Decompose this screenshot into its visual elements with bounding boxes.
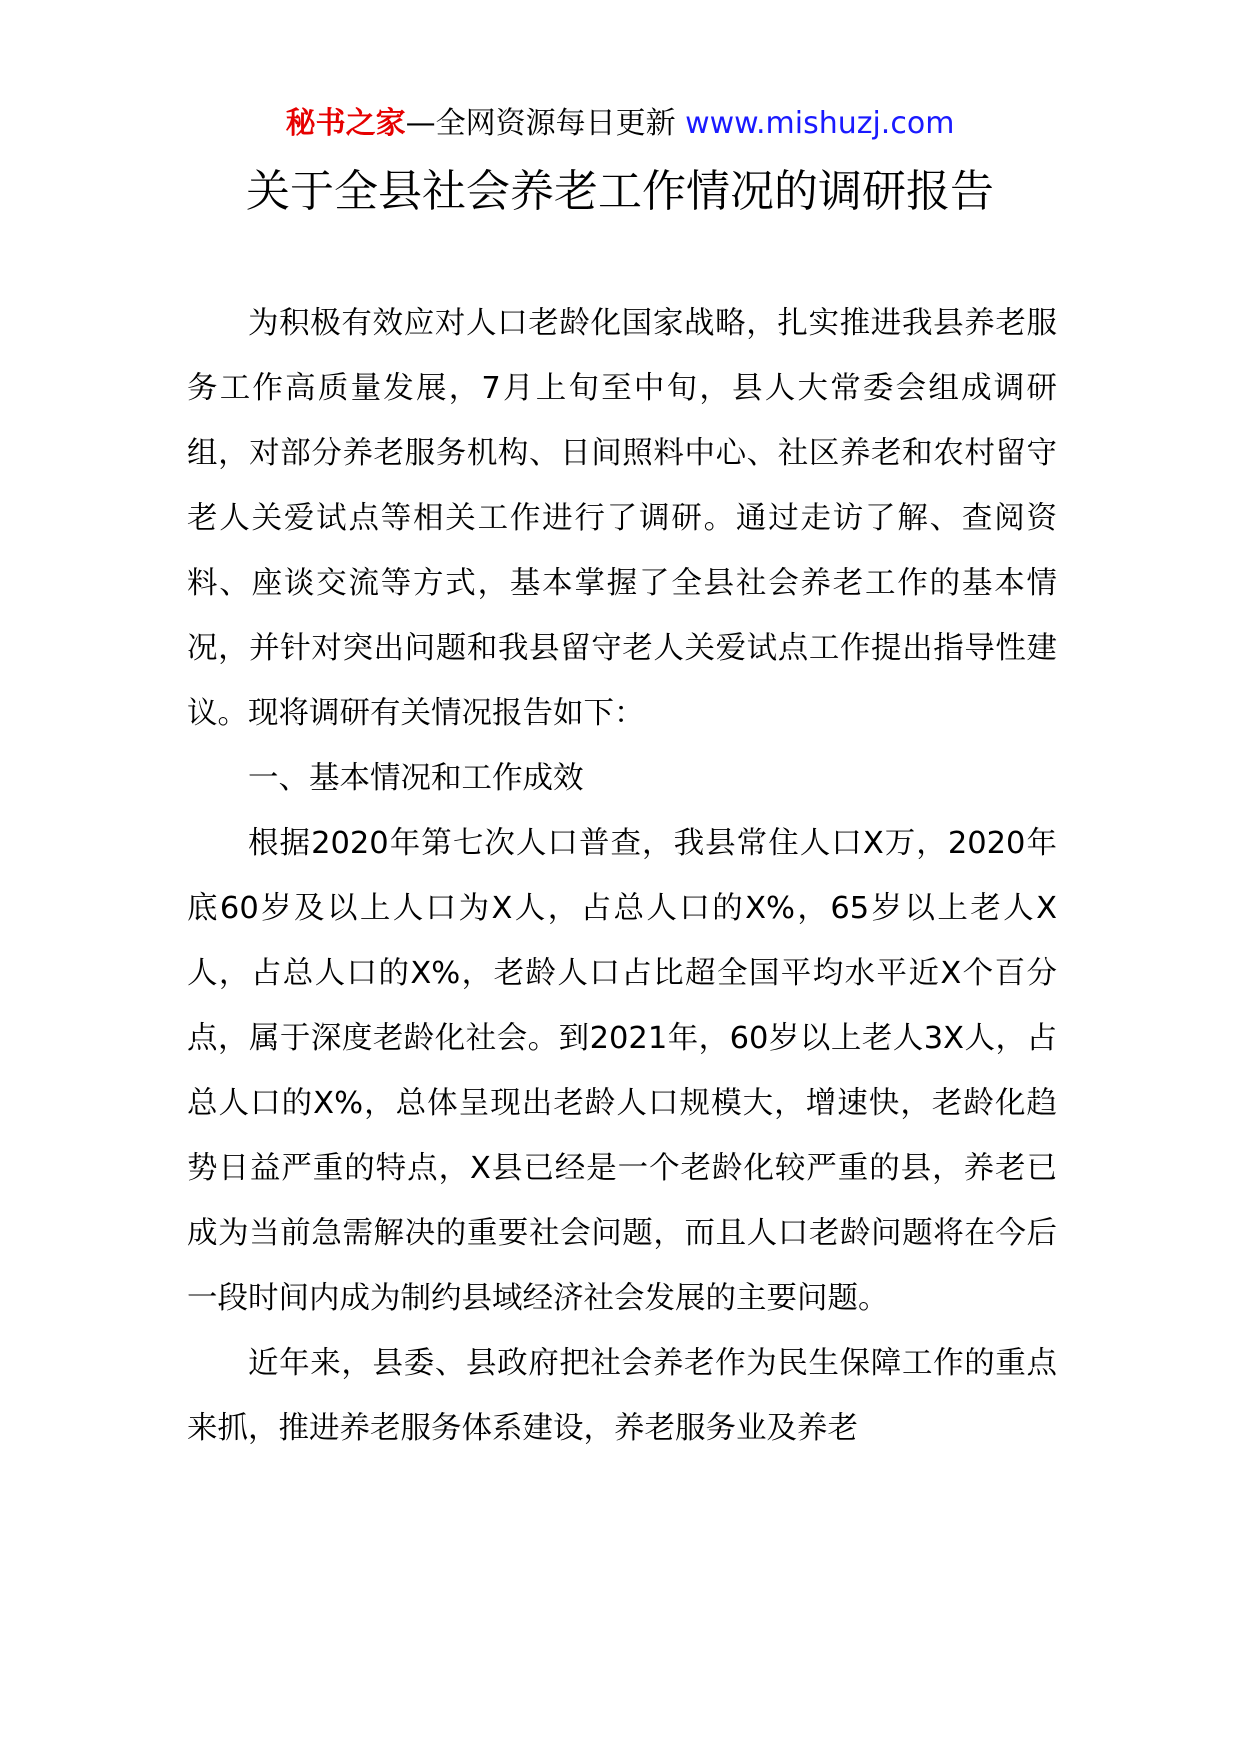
paragraph-intro: 为积极有效应对人口老龄化国家战略，扎实推进我县养老服务工作高质量发展，7月上旬至中旬，县人大常委会组成调研组，对部分养老服务机构、日间照料中心、社区养老和农村留守老人关爱试点等相关工作进行了调研。通过走访了解、查阅资料、座谈交流等方式，基本掌握了全县社会养老工作的基本情况，并针对突出问题和我县留守老人关爱试点工作提出指导性建议。现将调研有关情况报告如下：: [187, 306, 1057, 731]
site-brand: 秘书之家: [285, 106, 406, 141]
site-url-link[interactable]: www.mishuzj.com: [675, 106, 955, 141]
paragraph-recent-years: 近年来，县委、县政府把社会养老作为民生保障工作的重点来抓，推进养老服务体系建设，养老服务业及养老: [187, 1346, 1057, 1446]
document-body: [187, 291, 1057, 1461]
paragraph-population: 根据2020年第七次人口普查，我县常住人口X万，2020年底60岁及以上人口为X人，占总人口的X%，65岁以上老人X人，占总人口的X%，老龄人口占比超全国平均水平近X个百分点，属于深度老龄化社会。到2021年，60岁以上老人3X人，占总人口的X%，总体呈现出老龄人口规模大，增速快，老龄化趋势日益严重的特点，X县已经是一个老龄化较严重的县，养老已成为当前急需解决的重要社会问题，而且人口老龄问题将在今后一段时间内成为制约县域经济社会发展的主要问题。: [187, 826, 1057, 1316]
site-header: [0, 102, 1240, 146]
site-tagline: —全网资源每日更新: [405, 106, 676, 141]
section-heading-1: 一、基本情况和工作成效: [248, 761, 584, 796]
document-title: 关于全县社会养老工作情况的调研报告: [246, 166, 994, 217]
